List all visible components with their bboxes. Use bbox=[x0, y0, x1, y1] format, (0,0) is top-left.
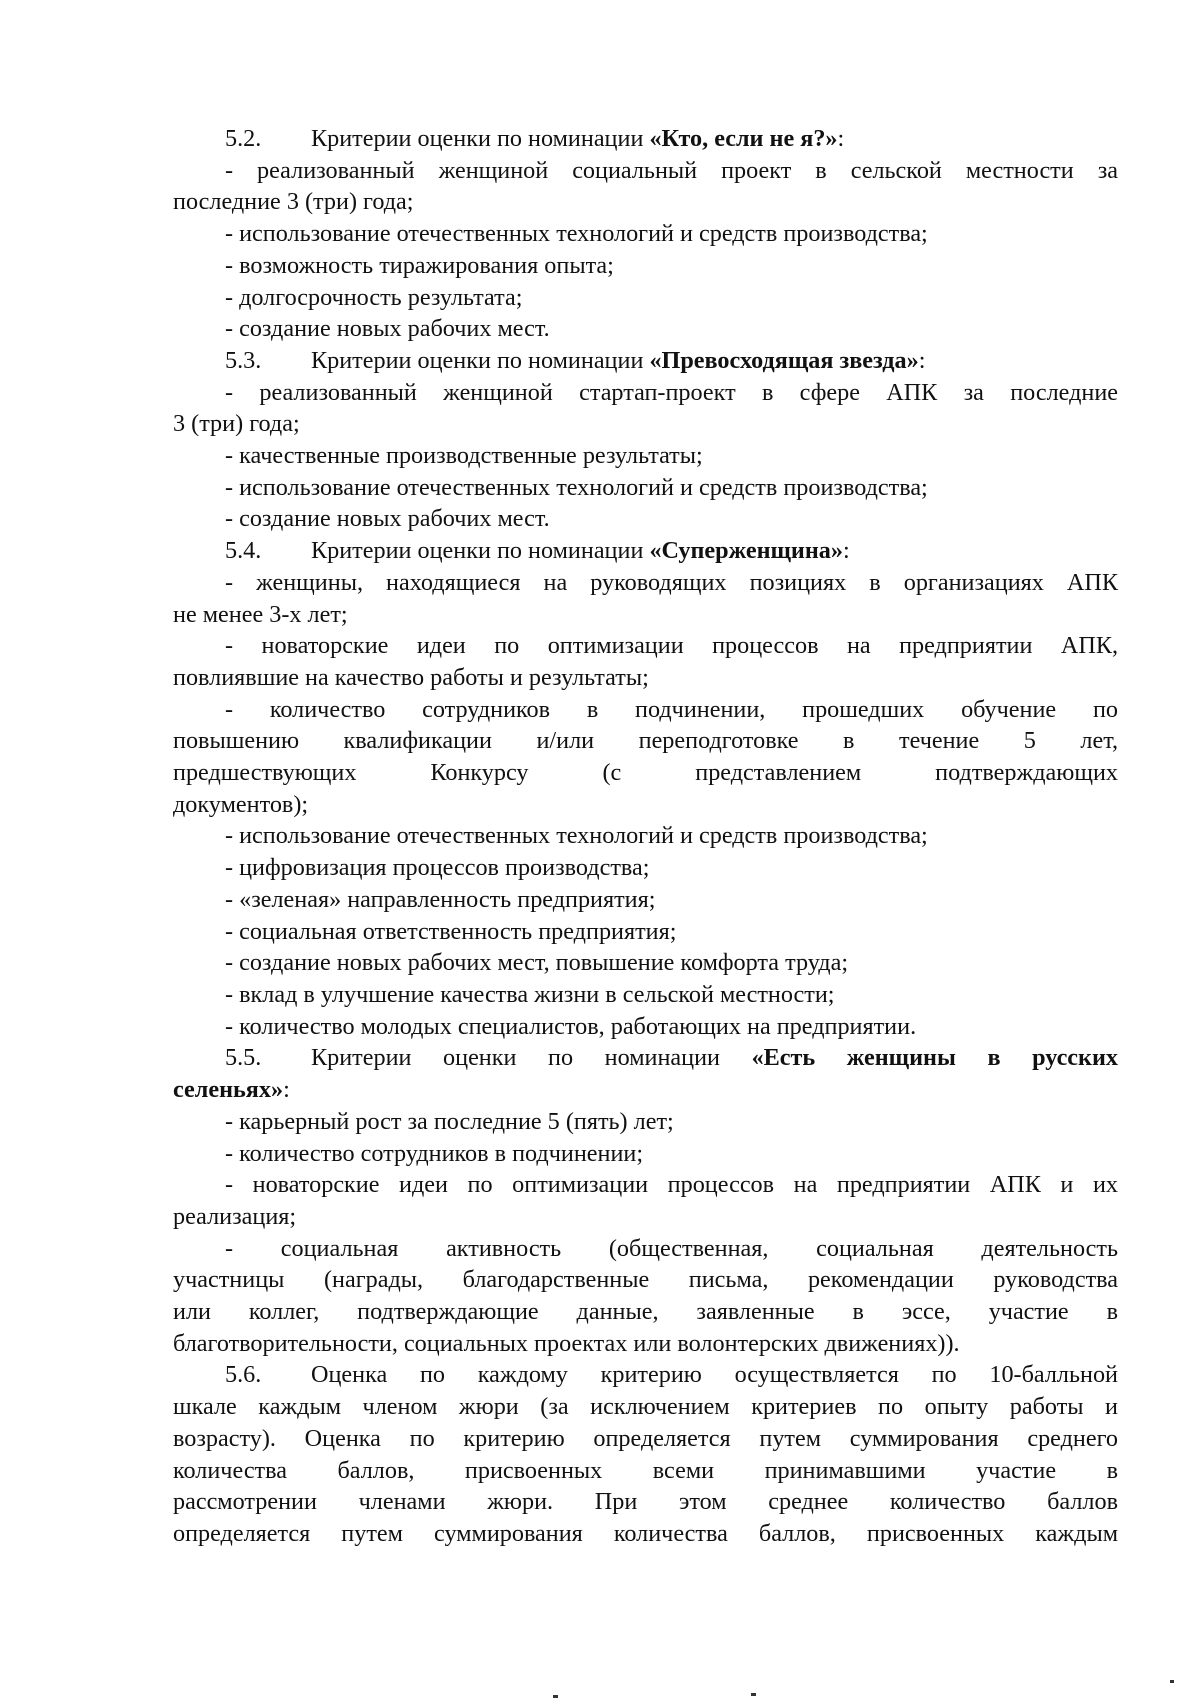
section-heading-5-5-cont: селеньях»: bbox=[173, 1076, 290, 1104]
document-page bbox=[173, 123, 1118, 1550]
paragraph-line: шкале каждым членом жюри (за исключением критериев по опыту работы и bbox=[173, 1393, 1118, 1421]
scan-speck bbox=[1170, 1680, 1174, 1683]
criterion-item: - реализованный женщиной стартап-проект в сфере АПК за последние bbox=[225, 378, 1118, 406]
criterion-item-cont: предшествующих Конкурсу (с представлением подтверждающих bbox=[173, 759, 1118, 787]
criterion-item-cont: не менее 3-х лет; bbox=[173, 600, 348, 628]
criterion-item-cont: документов); bbox=[173, 790, 309, 818]
paragraph-line: возрасту). Оценка по критерию определяется путем суммирования среднего bbox=[173, 1424, 1118, 1452]
scan-speck bbox=[553, 1695, 558, 1698]
criterion-item-cont: повышению квалификации и/или переподготовке в течение 5 лет, bbox=[173, 727, 1118, 755]
nomination-title: «Превосходящая звезда» bbox=[649, 346, 919, 374]
criterion-item: - женщины, находящиеся на руководящих позициях в организациях АПК bbox=[225, 568, 1118, 596]
criterion-item: - создание новых рабочих мест. bbox=[225, 505, 550, 533]
criterion-item: - использование отечественных технологий и средств производства; bbox=[225, 220, 928, 248]
nomination-title-cont: селеньях» bbox=[173, 1076, 284, 1104]
criterion-item: - количество молодых специалистов, работающих на предприятии. bbox=[225, 1012, 917, 1040]
criterion-item: - социальная активность (общественная, социальная деятельность bbox=[225, 1234, 1118, 1262]
criterion-item: - вклад в улучшение качества жизни в сельской местности; bbox=[225, 980, 835, 1008]
paragraph-line: определяется путем суммирования количества баллов, присвоенных каждым bbox=[173, 1519, 1118, 1547]
nomination-title: «Кто, если не я?» bbox=[649, 125, 838, 152]
criterion-item-cont: благотворительности, социальных проектах или волонтерских движениях)). bbox=[173, 1329, 960, 1357]
section-heading-5-5: 5.5. Критерии оценки по номинации «Есть женщины в русских bbox=[225, 1044, 1119, 1072]
criterion-item: - новаторские идеи по оптимизации процессов на предприятии АПК и их bbox=[225, 1171, 1118, 1199]
criterion-item: - социальная ответственность предприятия; bbox=[225, 917, 677, 945]
section-heading-5-2: 5.2. Критерии оценки по номинации «Кто, если не я?»: bbox=[225, 125, 845, 152]
criterion-item: - долгосрочность результата; bbox=[225, 283, 523, 311]
criterion-item: - реализованный женщиной социальный проект в сельской местности за bbox=[225, 156, 1118, 184]
section-heading-5-4: 5.4. Критерии оценки по номинации «Суперженщина»: bbox=[225, 537, 850, 565]
criterion-item: - создание новых рабочих мест, повышение комфорта труда; bbox=[225, 949, 849, 977]
criterion-item: - цифровизация процессов производства; bbox=[225, 854, 650, 882]
section-heading-5-3: 5.3. Критерии оценки по номинации «Превосходящая звезда»: bbox=[225, 346, 926, 374]
criterion-item: - создание новых рабочих мест. bbox=[225, 315, 550, 343]
criterion-item: - использование отечественных технологий и средств производства; bbox=[225, 473, 928, 501]
criterion-item-cont: или коллег, подтверждающие данные, заявленные в эссе, участие в bbox=[173, 1298, 1118, 1326]
criterion-item-cont: последние 3 (три) года; bbox=[173, 188, 414, 216]
criterion-item: - использование отечественных технологий и средств производства; bbox=[225, 822, 928, 850]
criterion-item: - возможность тиражирования опыта; bbox=[225, 251, 614, 279]
criterion-item-cont: 3 (три) года; bbox=[173, 410, 300, 438]
criterion-item-cont: участницы (награды, благодарственные письма, рекомендации руководства bbox=[173, 1266, 1118, 1294]
criterion-item: - качественные производственные результаты; bbox=[225, 442, 703, 470]
criterion-item: - «зеленая» направленность предприятия; bbox=[225, 885, 656, 913]
paragraph-line: количества баллов, присвоенных всеми принимавшими участие в bbox=[173, 1456, 1118, 1484]
criterion-item: - количество сотрудников в подчинении; bbox=[225, 1139, 644, 1167]
paragraph-line: рассмотрении членами жюри. При этом среднее количество баллов bbox=[173, 1488, 1118, 1516]
criterion-item: - количество сотрудников в подчинении, прошедших обучение по bbox=[225, 695, 1118, 723]
criterion-item-cont: повлиявшие на качество работы и результаты; bbox=[173, 663, 649, 691]
nomination-title: «Суперженщина» bbox=[649, 537, 843, 565]
nomination-title: «Есть женщины в русских bbox=[751, 1044, 1119, 1072]
criterion-item: - карьерный рост за последние 5 (пять) лет; bbox=[225, 1107, 674, 1135]
scan-speck bbox=[751, 1693, 756, 1696]
criterion-item: - новаторские идеи по оптимизации процессов на предприятии АПК, bbox=[225, 632, 1118, 660]
criterion-item-cont: реализация; bbox=[173, 1202, 297, 1230]
paragraph-5-6: 5.6. Оценка по каждому критерию осуществляется по 10-балльной bbox=[225, 1361, 1118, 1389]
